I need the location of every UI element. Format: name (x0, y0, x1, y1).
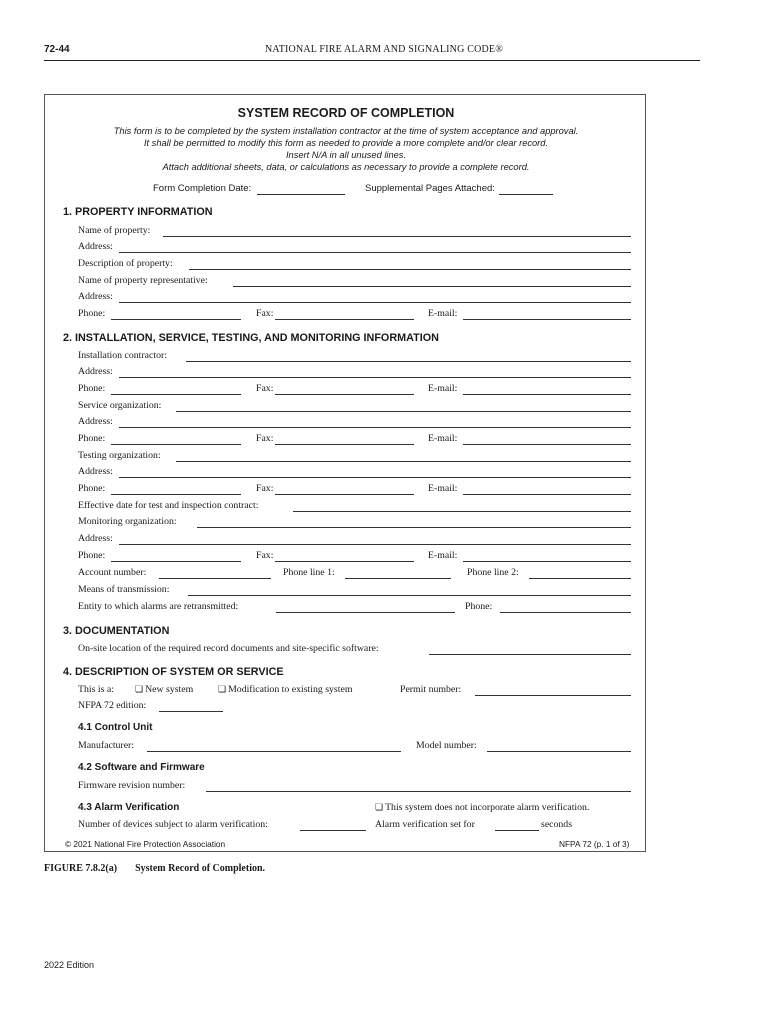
service-org-field[interactable] (176, 411, 631, 412)
checkbox-icon: ❏ (135, 684, 144, 694)
property-description-field[interactable] (189, 269, 631, 270)
service-email-field[interactable] (463, 444, 631, 445)
monitoring-email-label: E-mail: (428, 550, 458, 561)
retransmit-phone-field[interactable] (500, 612, 631, 613)
monitoring-fax-label: Fax: (256, 550, 274, 561)
testing-org-label: Testing organization: (78, 450, 161, 461)
phone-line-1-label: Phone line 1: (283, 567, 335, 578)
firmware-revision-label: Firmware revision number: (78, 780, 186, 791)
service-address-field[interactable] (119, 427, 631, 428)
supplemental-pages-field[interactable] (499, 194, 553, 195)
form-completion-date-field[interactable] (257, 194, 345, 195)
effective-date-label: Effective date for test and inspection contract: (78, 500, 259, 511)
installer-address-label: Address: (78, 366, 113, 377)
page-number: 72-44 (44, 44, 70, 55)
property-fax-label: Fax: (256, 308, 274, 319)
onsite-location-label: On-site location of the required record documents and site-specific software: (78, 643, 379, 654)
service-address-label: Address: (78, 416, 113, 427)
means-transmission-label: Means of transmission: (78, 584, 170, 595)
subsection-4-3-heading: 4.3 Alarm Verification (78, 802, 180, 813)
property-phone-field[interactable] (111, 319, 241, 320)
devices-verification-field[interactable] (300, 830, 366, 831)
monitoring-fax-field[interactable] (275, 561, 414, 562)
installer-email-label: E-mail: (428, 383, 458, 394)
subsection-4-1-heading: 4.1 Control Unit (78, 722, 153, 733)
verification-seconds-field[interactable] (495, 830, 539, 831)
monitoring-phone-field[interactable] (111, 561, 241, 562)
property-rep-label: Name of property representative: (78, 275, 208, 286)
phone-line-2-label: Phone line 2: (467, 567, 519, 578)
property-description-label: Description of property: (78, 258, 173, 269)
phone-line-2-field[interactable] (529, 578, 631, 579)
modification-option[interactable] (218, 684, 352, 695)
monitoring-phone-label: Phone: (78, 550, 106, 561)
effective-date-field[interactable] (293, 511, 631, 512)
supplemental-pages-label: Supplemental Pages Attached: (365, 183, 495, 194)
nfpa-edition-field[interactable] (159, 711, 223, 712)
account-number-label: Account number: (78, 567, 147, 578)
model-number-field[interactable] (487, 751, 631, 752)
copyright: © 2021 National Fire Protection Association (65, 839, 226, 849)
firmware-revision-field[interactable] (206, 791, 631, 792)
running-head: NATIONAL FIRE ALARM AND SIGNALING CODE® (264, 44, 504, 55)
intro-line-3: Insert N/A in all unused lines. (285, 150, 407, 160)
seconds-label: seconds (541, 819, 573, 830)
property-name-label: Name of property: (78, 225, 151, 236)
form-title: SYSTEM RECORD OF COMPLETION (237, 106, 455, 120)
installer-label: Installation contractor: (78, 350, 167, 361)
property-phone-label: Phone: (78, 308, 106, 319)
account-number-field[interactable] (159, 578, 271, 579)
service-fax-field[interactable] (275, 444, 414, 445)
checkbox-icon: ❏ (375, 802, 384, 812)
form-completion-date-label: Form Completion Date: (153, 183, 252, 194)
form-box (44, 94, 646, 852)
property-fax-field[interactable] (275, 319, 414, 320)
installer-fax-label: Fax: (256, 383, 274, 394)
no-verification-option[interactable] (375, 802, 589, 813)
monitoring-address-label: Address: (78, 533, 113, 544)
figure-caption (44, 863, 265, 874)
devices-verification-label: Number of devices subject to alarm verification: (78, 819, 268, 830)
testing-phone-field[interactable] (111, 494, 241, 495)
testing-fax-label: Fax: (256, 483, 274, 494)
testing-phone-label: Phone: (78, 483, 106, 494)
subsection-4-2-heading: 4.2 Software and Firmware (78, 762, 205, 773)
manufacturer-field[interactable] (147, 751, 401, 752)
testing-email-label: E-mail: (428, 483, 458, 494)
model-number-label: Model number: (416, 740, 477, 751)
installer-phone-field[interactable] (111, 394, 241, 395)
header-rule (44, 60, 700, 61)
intro-line-1: This form is to be completed by the system installation contractor at the time of system acceptance and approval. (113, 126, 579, 136)
property-email-field[interactable] (463, 319, 631, 320)
installer-field[interactable] (186, 361, 631, 362)
nfpa-edition-label: NFPA 72 edition: (78, 700, 147, 711)
testing-address-field[interactable] (119, 477, 631, 478)
monitoring-org-field[interactable] (197, 527, 631, 528)
edition-label: 2022 Edition (44, 960, 95, 970)
manufacturer-label: Manufacturer: (78, 740, 135, 751)
section-2-heading: 2. INSTALLATION, SERVICE, TESTING, AND MONITORING INFORMATION (63, 332, 439, 344)
permit-number-label: Permit number: (400, 684, 462, 695)
testing-org-field[interactable] (176, 461, 631, 462)
rep-address-label: Address: (78, 291, 113, 302)
service-fax-label: Fax: (256, 433, 274, 444)
permit-number-field[interactable] (475, 695, 631, 696)
testing-fax-field[interactable] (275, 494, 414, 495)
modification-label: Modification to existing system (228, 684, 353, 695)
installer-email-field[interactable] (463, 394, 631, 395)
no-verification-label: This system does not incorporate alarm verification. (385, 802, 590, 813)
retransmit-entity-field[interactable] (276, 612, 455, 613)
means-transmission-field[interactable] (188, 595, 631, 596)
intro-line-4: Attach additional sheets, data, or calculations as necessary to provide a complete record. (162, 162, 530, 172)
testing-email-field[interactable] (463, 494, 631, 495)
onsite-location-field[interactable] (429, 654, 631, 655)
rep-address-field[interactable] (119, 302, 631, 303)
property-address-label: Address: (78, 241, 113, 252)
new-system-label: New system (145, 684, 194, 695)
service-org-label: Service organization: (78, 400, 162, 411)
monitoring-address-field[interactable] (119, 544, 631, 545)
installer-fax-field[interactable] (275, 394, 414, 395)
intro-line-2: It shall be permitted to modify this form as needed to provide a more complete and/or clear record. (143, 138, 549, 148)
system-type-label: This is a: (78, 684, 114, 695)
verification-set-for-label: Alarm verification set for (375, 819, 475, 830)
monitoring-email-field[interactable] (463, 561, 631, 562)
section-1-heading: 1. PROPERTY INFORMATION (63, 206, 213, 218)
property-email-label: E-mail: (428, 308, 458, 319)
service-phone-field[interactable] (111, 444, 241, 445)
service-email-label: E-mail: (428, 433, 458, 444)
checkbox-icon: ❏ (218, 684, 227, 694)
new-system-option[interactable] (135, 684, 193, 695)
form-page-reference: NFPA 72 (p. 1 of 3) (559, 839, 630, 849)
monitoring-org-label: Monitoring organization: (78, 516, 177, 527)
retransmit-entity-label: Entity to which alarms are retransmitted: (78, 601, 239, 612)
figure-number: FIGURE 7.8.2(a) (44, 863, 118, 874)
retransmit-phone-label: Phone: (465, 601, 493, 612)
figure-title: System Record of Completion. (135, 863, 266, 874)
property-rep-field[interactable] (233, 286, 631, 287)
section-3-heading: 3. DOCUMENTATION (63, 625, 170, 637)
property-name-field[interactable] (163, 236, 631, 237)
phone-line-1-field[interactable] (345, 578, 451, 579)
testing-address-label: Address: (78, 466, 113, 477)
installer-phone-label: Phone: (78, 383, 106, 394)
section-4-heading: 4. DESCRIPTION OF SYSTEM OR SERVICE (63, 666, 284, 678)
installer-address-field[interactable] (119, 377, 631, 378)
service-phone-label: Phone: (78, 433, 106, 444)
property-address-field[interactable] (119, 252, 631, 253)
